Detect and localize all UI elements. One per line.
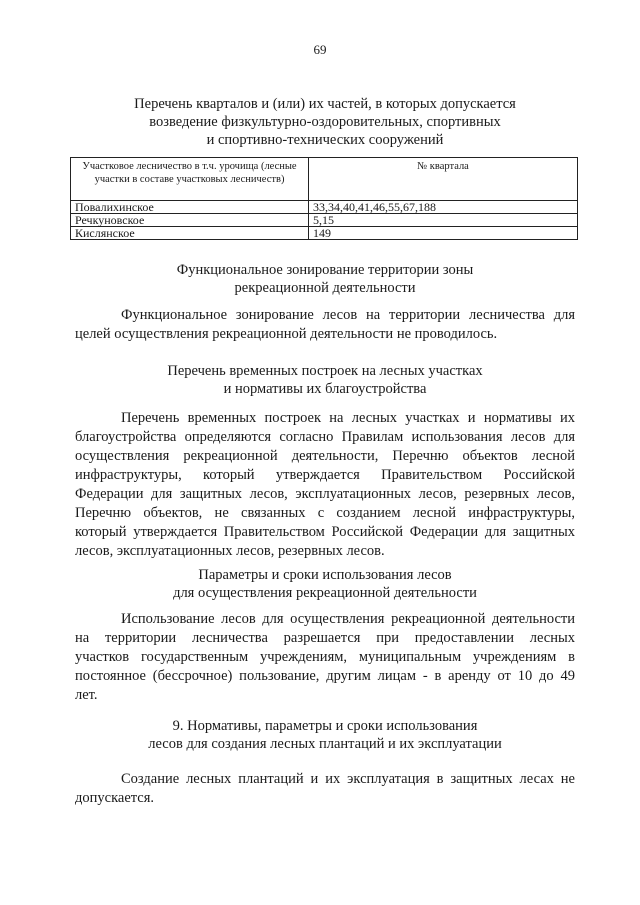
paragraph-line: постоянное (бессрочное) пользование, другим лицам - в аренду от 10 до 49 — [75, 668, 575, 684]
table-cell-quarters: 5,15 — [309, 214, 578, 227]
heading-line: и нормативы их благоустройства — [223, 381, 427, 397]
column-header-quarter: № квартала — [309, 158, 578, 201]
paragraph-line: благоустройства определяются согласно Правилам использования лесов для — [75, 429, 575, 445]
quarters-table — [70, 157, 578, 240]
paragraph-recreation-parameters — [75, 610, 575, 705]
column-header-forestry: Участковое лесничество в т.ч. урочища (лесные участки в составе участковых лесничеств) — [71, 158, 309, 201]
paragraph-line: Перечень временных построек на лесных участках и нормативы их — [121, 410, 575, 426]
paragraph-line: Использование лесов для осуществления рекреационной деятельности — [121, 611, 575, 627]
section-heading-temporary-buildings — [70, 362, 580, 398]
heading-line: лесов для создания лесных плантаций и их эксплуатации — [148, 736, 502, 752]
paragraph-line: лет. — [75, 687, 98, 703]
paragraph-line: целей осуществления рекреационной деятельности не проводилось. — [75, 326, 498, 342]
heading-line: Параметры и сроки использования лесов — [198, 567, 452, 583]
table-header-row — [71, 158, 578, 201]
section-heading-zoning — [70, 261, 580, 297]
paragraph-line: участков государственным учреждениям, муниципальным учреждениям в — [75, 649, 575, 665]
table-cell-forestry: Речкуновское — [71, 214, 309, 227]
table-row — [71, 214, 578, 227]
paragraph-line: инфраструктуры, который утверждается Правительством Российской — [75, 467, 575, 483]
table-cell-quarters: 149 — [309, 227, 578, 240]
paragraph-zoning — [75, 306, 575, 344]
heading-line: для осуществления рекреационной деятельности — [173, 585, 477, 601]
paragraph-line: Создание лесных плантаций и их эксплуатация в защитных лесах не — [121, 771, 575, 787]
paragraph-line: осуществления рекреационной деятельности, Перечню объектов лесной — [75, 448, 575, 464]
paragraph-line: Функциональное зонирование лесов на территории лесничества для — [121, 307, 575, 323]
heading-line: 9. Нормативы, параметры и сроки использования — [172, 718, 478, 734]
heading-line: Перечень кварталов и (или) их частей, в которых допускается — [134, 96, 516, 112]
section-heading-recreation-parameters — [70, 566, 580, 602]
paragraph-line: на территории лесничества разрешается при предоставлении лесных — [75, 630, 575, 646]
paragraph-line: который утверждается Правительством Российской Федерации для защитных — [75, 524, 575, 540]
paragraph-temporary-buildings — [75, 409, 575, 561]
section-heading-quarters — [70, 95, 580, 149]
paragraph-plantations — [75, 770, 575, 808]
heading-line: рекреационной деятельности — [234, 280, 416, 296]
table-row — [71, 227, 578, 240]
page-number: 69 — [313, 42, 327, 57]
heading-line: и спортивно-технических сооружений — [206, 132, 444, 148]
heading-line: Функциональное зонирование территории зоны — [176, 262, 474, 278]
heading-line: Перечень временных построек на лесных участках — [167, 363, 483, 379]
section-heading-plantations — [70, 717, 580, 753]
paragraph-line: Перечню объектов, не связанных с созданием лесной инфраструктуры, — [75, 505, 575, 521]
heading-line: возведение физкультурно-оздоровительных, спортивных — [149, 114, 501, 130]
table-row — [71, 201, 578, 214]
table-cell-forestry: Кислянское — [71, 227, 309, 240]
paragraph-line: Федерации для защитных лесов, эксплуатационных лесов, резервных лесов, — [75, 486, 575, 502]
table-cell-quarters: 33,34,40,41,46,55,67,188 — [309, 201, 578, 214]
paragraph-line: лесов, эксплуатационных лесов, резервных лесов. — [75, 543, 385, 559]
paragraph-line: допускается. — [75, 790, 155, 806]
table-cell-forestry: Повалихинское — [71, 201, 309, 214]
